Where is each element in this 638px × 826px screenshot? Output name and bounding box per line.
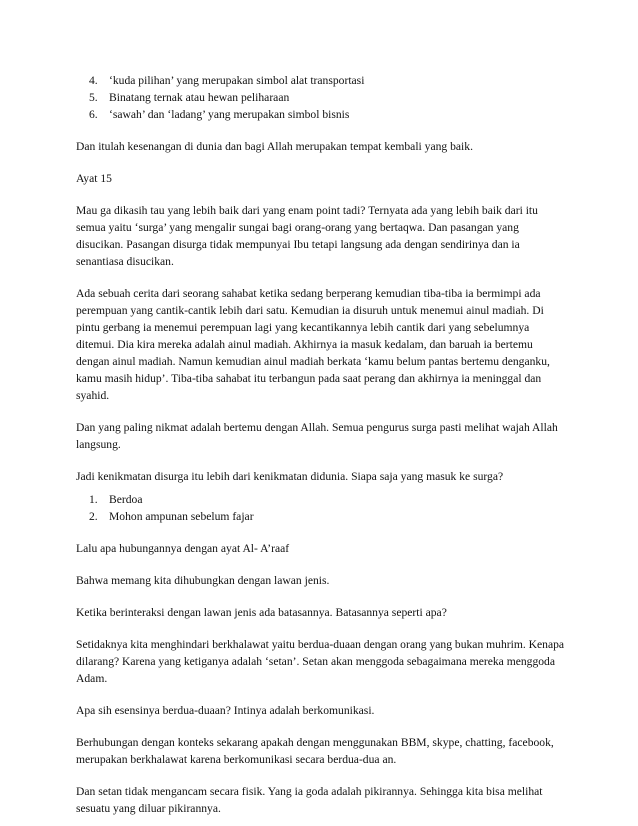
list-number: 5. [89,91,98,104]
section-heading: Ayat 15 [76,172,112,185]
list-item [76,491,566,508]
list-text: ‘sawah’ dan ‘ladang’ yang merupakan simbol bisnis [109,108,350,121]
list-number: 6. [89,108,98,121]
list-item [76,89,566,106]
paragraph: Ketika berinteraksi dengan lawan jenis ada batasannya. Batasannya seperti apa? [76,606,447,619]
list-number: 1. [89,493,98,506]
paragraph: Dan setan tidak mengancam secara fisik. Yang ia goda adalah pikirannya. Sehingga kita bisa melihat sesuatu yang diluar pikirannya. [76,785,543,815]
list-item [76,106,566,123]
page-content [76,72,566,817]
list-item [76,72,566,89]
list-number: 4. [89,74,98,87]
paragraph: Setidaknya kita menghindari berkhalawat yaitu berdua-duaan dengan orang yang bukan muhrim. Kenapa dilarang? Karena yang ketiganya adalah ‘setan’. Setan akan menggoda sebagaimana mereka menggoda Adam. [76,638,565,685]
list-text: Mohon ampunan sebelum fajar [109,510,254,523]
paragraph: Berhubungan dengan konteks sekarang apakah dengan menggunakan BBM, skype, chatting, facebook, merupakan berkhalawat karena berkomunikasi secara berdua-dua an. [76,736,554,766]
paragraph: Lalu apa hubungannya dengan ayat Al- A’raaf [76,542,290,555]
numbered-list-mid [76,491,566,525]
numbered-list-top [76,72,566,123]
list-number: 2. [89,510,98,523]
paragraph: Ada sebuah cerita dari seorang sahabat ketika sedang berperang kemudian tiba-tiba ia bermimpi ada perempuan yang cantik-cantik lebih dari satu. Kemudian ia disuruh untuk menemui ainul madiah. Di pintu gerbang ia menemui perempuan lagi yang kecantikannya lebih cantik dari yang sebelumnya ditemui. Dia kira mereka adalah ainul madiah. Akhirnya ia masuk kedalam, dan baruah ia bertemu dengan ainul madiah. Namun kemudian ainul madiah berkata ‘kamu belum pantas bertemu denganku, kamu masih hidup’. Tiba-tiba sahabat itu terbangun pada saat perang dan akhirnya ia meninggal dan syahid. [76,287,550,402]
list-item [76,508,566,525]
list-text: Binatang ternak atau hewan peliharaan [109,91,290,104]
paragraph: Dan itulah kesenangan di dunia dan bagi Allah merupakan tempat kembali yang baik. [76,140,473,153]
paragraph: Apa sih esensinya berdua-duaan? Intinya adalah berkomunikasi. [76,704,375,717]
paragraph: Dan yang paling nikmat adalah bertemu dengan Allah. Semua pengurus surga pasti melihat wajah Allah langsung. [76,421,558,451]
paragraph: Mau ga dikasih tau yang lebih baik dari yang enam point tadi? Ternyata ada yang lebih baik dari itu semua yaitu ‘surga’ yang mengalir sungai bagi orang-orang yang bertaqwa. Dan pasangan yang disucikan. Pasangan disurga tidak mempunyai Ibu tetapi langsung ada dengan sendirinya dan ia senantiasa disucikan. [76,204,538,268]
paragraph: Bahwa memang kita dihubungkan dengan lawan jenis. [76,574,330,587]
list-text: Berdoa [109,493,143,506]
list-text: ‘kuda pilihan’ yang merupakan simbol alat transportasi [109,74,365,87]
paragraph: Jadi kenikmatan disurga itu lebih dari kenikmatan didunia. Siapa saja yang masuk ke surga? [76,470,504,483]
